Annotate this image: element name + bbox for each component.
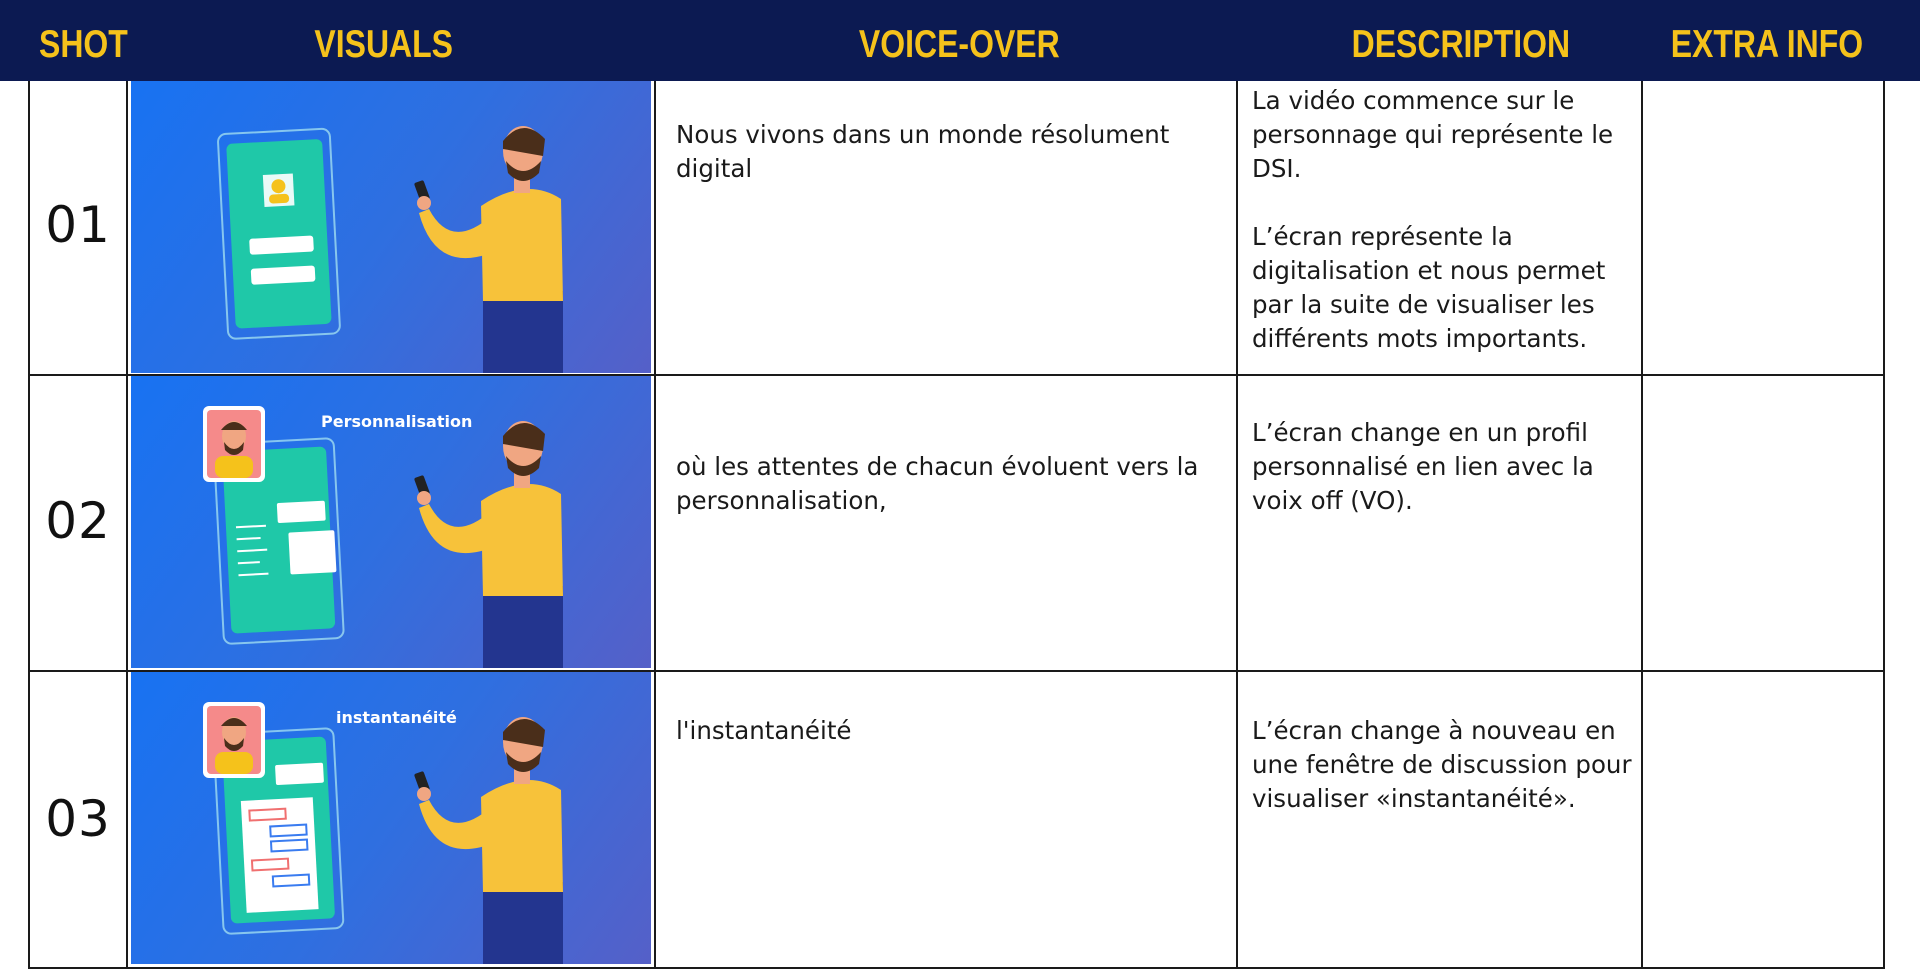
- shot-number: 01: [45, 196, 111, 254]
- character-figure: [414, 126, 563, 373]
- character-figure: [414, 717, 563, 964]
- visual-overlay-title: instantanéité: [336, 708, 457, 727]
- header-voice-over: VOICE-OVER: [858, 23, 1060, 66]
- description-paragraph: L’écran représente la digitalisation et nous permet par la suite de visualiser les différents mots importants.: [1252, 222, 1606, 353]
- header-extra-info: EXTRA INFO: [1670, 23, 1864, 66]
- shot-visual[interactable]: [131, 376, 651, 668]
- header-description: DESCRIPTION: [1351, 23, 1571, 66]
- description-text: [1252, 416, 1652, 552]
- grid-line: [1883, 81, 1885, 969]
- description-text: [1252, 714, 1652, 850]
- description-paragraph: L’écran change à nouveau en une fenêtre de discussion pour visualiser «instantanéité».: [1252, 716, 1632, 813]
- grid-line: [126, 81, 128, 969]
- character-figure: [414, 421, 563, 668]
- voice-over-text: où les attentes de chacun évoluent vers la personnalisation,: [676, 452, 1199, 515]
- avatar: [203, 406, 265, 482]
- voice-over-text: l'instantanéité: [676, 716, 852, 745]
- shot-visual[interactable]: [131, 672, 651, 964]
- table-header: [0, 0, 1920, 81]
- description-paragraph: La vidéo commence sur le personnage qui représente le DSI.: [1252, 86, 1614, 183]
- grid-line: [28, 967, 1885, 969]
- grid-line: [1236, 81, 1238, 969]
- header-visuals: VISUALS: [314, 23, 454, 66]
- avatar: [203, 702, 265, 778]
- header-shot: SHOT: [39, 23, 128, 66]
- grid-line: [654, 81, 656, 969]
- description-paragraph: L’écran change en un profil personnalisé en lien avec la voix off (VO).: [1252, 418, 1594, 515]
- shot-visual[interactable]: [131, 81, 651, 373]
- tablet-character-illustration: [131, 81, 651, 373]
- shot-number: 03: [45, 790, 111, 848]
- shot-number: 02: [45, 492, 111, 550]
- voice-over-text: Nous vivons dans un monde résolument digital: [676, 120, 1170, 183]
- visual-overlay-title: Personnalisation: [321, 412, 473, 431]
- description-text: [1252, 84, 1652, 390]
